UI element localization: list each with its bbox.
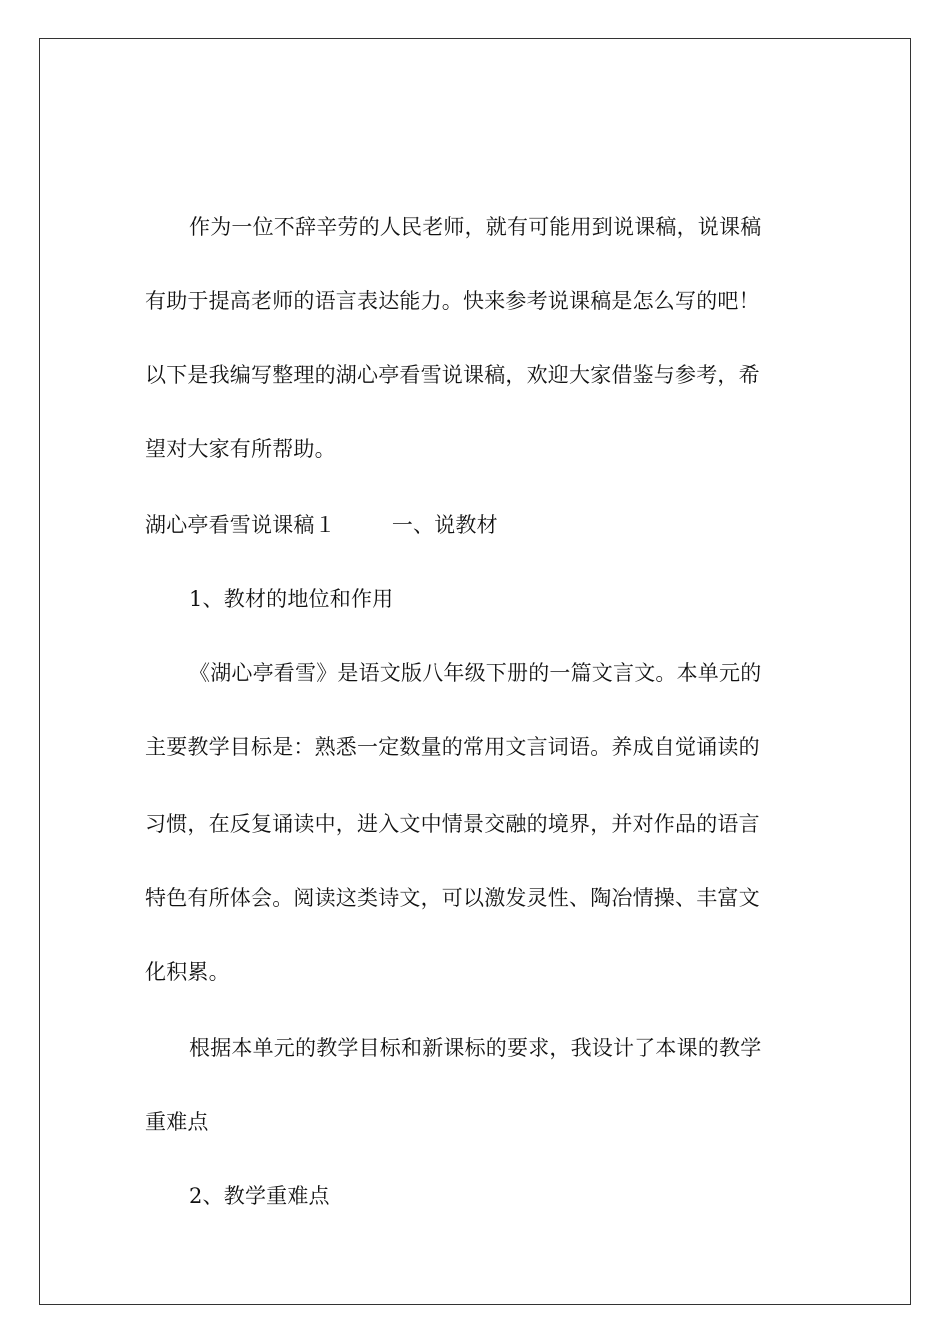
para1-line-4: 特色有所体会。阅读这类诗文，可以激发灵性、陶冶情操、丰富文 <box>145 886 760 910</box>
para2-line-2: 重难点 <box>145 1110 209 1134</box>
subheading-2: 2、教学重难点 <box>189 1184 330 1208</box>
section-heading: 一、说教材 <box>391 513 498 537</box>
section-heading-line <box>145 511 805 539</box>
intro-line-1: 作为一位不辞辛劳的人民老师，就有可能用到说课稿，说课稿 <box>189 215 762 239</box>
intro-line-4: 望对大家有所帮助。 <box>145 437 336 461</box>
intro-line-2: 有助于提高老师的语言表达能力。快来参考说课稿是怎么写的吧！ <box>145 289 760 313</box>
document-title: 湖心亭看雪说课稿１ <box>145 513 336 537</box>
intro-line-3: 以下是我编写整理的湖心亭看雪说课稿，欢迎大家借鉴与参考，希 <box>145 363 760 387</box>
para2-line-1: 根据本单元的教学目标和新课标的要求，我设计了本课的教学 <box>189 1036 762 1060</box>
para1-line-3: 习惯，在反复诵读中，进入文中情景交融的境界，并对作品的语言 <box>145 812 760 836</box>
para1-line-2: 主要教学目标是：熟悉一定数量的常用文言词语。养成自觉诵读的 <box>145 735 760 759</box>
para1-line-5: 化积累。 <box>145 960 230 984</box>
para1-line-1: 《湖心亭看雪》是语文版八年级下册的一篇文言文。本单元的 <box>189 661 762 685</box>
subheading-1: 1、教材的地位和作用 <box>189 587 394 611</box>
